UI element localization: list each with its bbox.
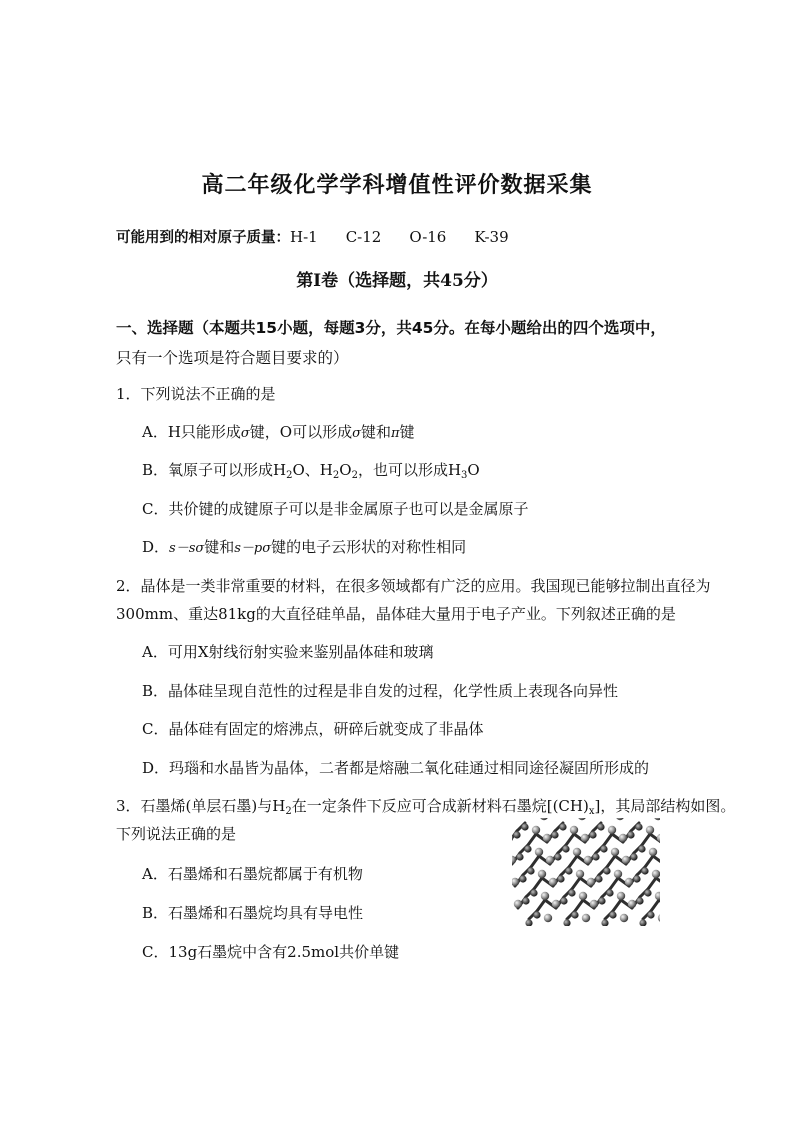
hydrogen-atom: [587, 878, 595, 886]
hydrogen-atom: [543, 834, 551, 842]
carbon-bond: [653, 856, 660, 864]
q2-stem-line-2: 300mm、重达81kg的大直径硅单晶，晶体硅大量用于电子产业。下列叙述正确的是: [116, 605, 676, 623]
carbon-bond: [604, 834, 612, 845]
hydrogen-atom: [620, 914, 628, 922]
carbon-bond: [528, 834, 536, 845]
q1-b-text-2: O、H: [292, 461, 333, 479]
q3-stem-line-1: [116, 795, 735, 817]
hydrogen-atom: [649, 848, 657, 856]
hydrogen-atom: [527, 867, 534, 874]
carbon-bond: [610, 878, 618, 889]
q1-b-text-3: O: [339, 461, 352, 479]
sigma-symbol: σ: [240, 426, 250, 441]
q2-option-b: B．晶体硅呈现自范性的过程是非自发的过程，化学性质上表现各向异性: [142, 682, 619, 700]
hydrogen-atom: [658, 914, 660, 922]
hydrogen-atom: [627, 831, 634, 838]
hydrogen-atom: [541, 892, 549, 900]
hydrogen-atom: [573, 848, 581, 856]
pi-symbol: π: [391, 426, 400, 441]
carbon-bond: [607, 856, 615, 867]
hydrogen-atom: [552, 900, 560, 908]
atomic-mass-label: 可能用到的相对原子质量：: [116, 230, 290, 246]
q3-option-a: A．石墨烯和石墨烷都属于有机物: [142, 865, 363, 883]
mass-k: K-39: [474, 228, 509, 246]
hydrogen-atom: [598, 897, 605, 904]
hydrogen-atom: [590, 900, 598, 908]
hydrogen-atom: [628, 900, 636, 908]
hydrogen-atom: [513, 831, 520, 838]
hydrogen-atom: [611, 848, 619, 856]
q1-option-b: [142, 459, 480, 481]
q3-option-b: B．石墨烯和石墨烷均具有导电性: [142, 904, 364, 922]
hydrogen-atom: [538, 870, 546, 878]
subscript: 2: [286, 470, 293, 481]
q1-a-text-4: 键: [399, 423, 415, 441]
section-line-1: 一、选择题（本题共15小题，每题3分，共45分。在每小题给出的四个选项中，: [116, 319, 666, 337]
subscript: 2: [285, 806, 292, 817]
hydrogen-atom: [540, 818, 548, 820]
q3-option-c: C．13g石墨烷中含有2.5mol共价单键: [142, 943, 400, 961]
hydrogen-atom: [525, 919, 532, 926]
q1-option-d: [142, 536, 466, 557]
hydrogen-atom: [616, 818, 624, 820]
section-line-2: 只有一个选项是符合题目要求的）: [116, 349, 349, 367]
hydrogen-atom: [557, 875, 564, 882]
q3-stem-line-2: 下列说法正确的是: [116, 825, 237, 843]
carbon-bond: [659, 900, 660, 908]
subscript: 3: [461, 470, 468, 481]
part-title: 第I卷（选择题，共45分）: [296, 271, 498, 291]
mass-c: C-12: [345, 228, 382, 246]
hydrogen-atom: [581, 834, 589, 842]
q1-d-text-2: 键和: [204, 538, 235, 556]
hydrogen-atom: [514, 900, 522, 908]
hydrogen-atom: [578, 818, 586, 820]
carbon-bond: [642, 834, 650, 845]
hydrogen-atom: [554, 853, 561, 860]
hydrogen-atom: [563, 919, 570, 926]
hydrogen-atom: [654, 818, 660, 820]
hydrogen-atom: [589, 831, 596, 838]
hydrogen-atom: [641, 867, 648, 874]
carbon-bond: [645, 856, 653, 867]
hydrogen-atom: [532, 826, 540, 834]
hydrogen-atom: [600, 845, 607, 852]
hydrogen-atom: [655, 892, 660, 900]
hydrogen-atom: [582, 914, 590, 922]
hydrogen-atom: [592, 853, 599, 860]
q1-option-c: C．共价键的成键原子可以是非金属原子也可以是金属原子: [142, 500, 529, 518]
carbon-bond: [531, 856, 539, 867]
hydrogen-atom: [584, 856, 592, 864]
q2-option-c: C．晶体硅有固定的熔沸点，研碎后就变成了非晶体: [142, 720, 484, 738]
atomic-mass-line: [116, 226, 509, 247]
section-heading-cont: [116, 346, 349, 368]
subscript: 2: [332, 470, 340, 481]
q2-option-a: A．可用X射线衍射实验来鉴别晶体硅和玻璃: [142, 643, 434, 661]
q2-option-d: D．玛瑙和水晶皆为晶体，二者都是熔融二氧化硅通过相同途径凝固所形成的: [142, 759, 650, 777]
hydrogen-atom: [560, 897, 567, 904]
hydrogen-atom: [646, 826, 654, 834]
hydrogen-atom: [524, 845, 531, 852]
hydrogen-atom: [609, 911, 616, 918]
hydrogen-atom: [606, 889, 613, 896]
carbon-bond: [572, 878, 580, 889]
hydrogen-atom: [551, 831, 558, 838]
hydrogen-atom: [544, 914, 552, 922]
carbon-bond: [575, 900, 583, 911]
q1-d-text-3: 键的电子云形状的对称性相同: [271, 538, 467, 556]
subscript: 2: [351, 470, 358, 481]
hydrogen-atom: [633, 875, 640, 882]
hydrogen-atom: [639, 919, 646, 926]
q1-a-text-3: 键和: [360, 423, 391, 441]
hydrogen-atom: [638, 845, 645, 852]
q3-stem-text-2: 在一定条件下反应可合成新材料石墨烷[(CH): [291, 797, 589, 815]
hydrogen-atom: [614, 870, 622, 878]
hydrogen-atom: [625, 878, 633, 886]
hydrogen-atom: [635, 823, 642, 830]
q1-b-text-1: B．氧原子可以形成H: [142, 461, 287, 479]
hydrogen-atom: [601, 919, 608, 926]
subscript: x: [588, 806, 595, 817]
q1-a-text-1: A．H只能形成: [142, 423, 241, 441]
carbon-bond: [537, 900, 545, 911]
hydrogen-atom: [630, 853, 637, 860]
hydrogen-atom: [535, 848, 543, 856]
carbon-bond: [651, 900, 659, 911]
hydrogen-atom: [516, 853, 523, 860]
carbon-bond: [613, 900, 621, 911]
section-heading: [116, 316, 666, 338]
carbon-bond: [656, 878, 660, 886]
hydrogen-atom: [568, 889, 575, 896]
hydrogen-atom: [533, 911, 540, 918]
hydrogen-atom: [546, 856, 554, 864]
s-p-sigma-symbol: s－pσ: [234, 541, 272, 556]
hydrogen-atom: [619, 834, 627, 842]
q1-d-text-1: D．: [142, 538, 170, 556]
hydrogen-atom: [579, 892, 587, 900]
q2-stem-line-1: 2．晶体是一类非常重要的材料，在很多领域都有广泛的应用。我国现已能够拉制出直径为: [116, 577, 711, 595]
hydrogen-atom: [608, 826, 616, 834]
hydrogen-atom: [622, 856, 630, 864]
q1-b-text-5: O: [467, 461, 480, 479]
hydrogen-atom: [636, 897, 643, 904]
hydrogen-atom: [571, 911, 578, 918]
mass-h: H-1: [290, 228, 318, 246]
hydrogen-atom: [647, 911, 654, 918]
graphane-structure-image: [512, 818, 660, 926]
hydrogen-atom: [549, 878, 557, 886]
carbon-bond: [534, 878, 542, 889]
q1-option-a: [142, 421, 415, 442]
carbon-bond: [648, 878, 656, 889]
hydrogen-atom: [519, 875, 526, 882]
hydrogen-atom: [565, 867, 572, 874]
hydrogen-atom: [597, 823, 604, 830]
page-title: 高二年级化学学科增值性评价数据采集: [201, 173, 593, 198]
q3-stem-text-3: ]，其局部结构如图。: [594, 797, 736, 815]
hydrogen-atom: [570, 826, 578, 834]
hydrogen-atom: [617, 892, 625, 900]
s-s-sigma-symbol: s－sσ: [169, 541, 205, 556]
carbon-bond: [569, 856, 577, 867]
q3-stem-text-1: 3．石墨烯(单层石墨)与H: [116, 797, 286, 815]
hydrogen-atom: [559, 823, 566, 830]
hydrogen-atom: [522, 897, 529, 904]
hydrogen-atom: [652, 870, 660, 878]
hydrogen-atom: [530, 889, 537, 896]
q1-b-text-4: ，也可以形成H: [357, 461, 462, 479]
hydrogen-atom: [644, 889, 651, 896]
hydrogen-atom: [562, 845, 569, 852]
hydrogen-atom: [512, 878, 519, 886]
carbon-bond: [566, 834, 574, 845]
hydrogen-atom: [576, 870, 584, 878]
sigma-symbol: σ: [352, 426, 361, 441]
q1-stem: 1．下列说法不正确的是: [116, 385, 276, 403]
hydrogen-atom: [521, 823, 528, 830]
q1-a-text-2: 键，O可以形成: [249, 423, 353, 441]
mass-o: O-16: [409, 228, 447, 246]
hydrogen-atom: [595, 875, 602, 882]
hydrogen-atom: [603, 867, 610, 874]
